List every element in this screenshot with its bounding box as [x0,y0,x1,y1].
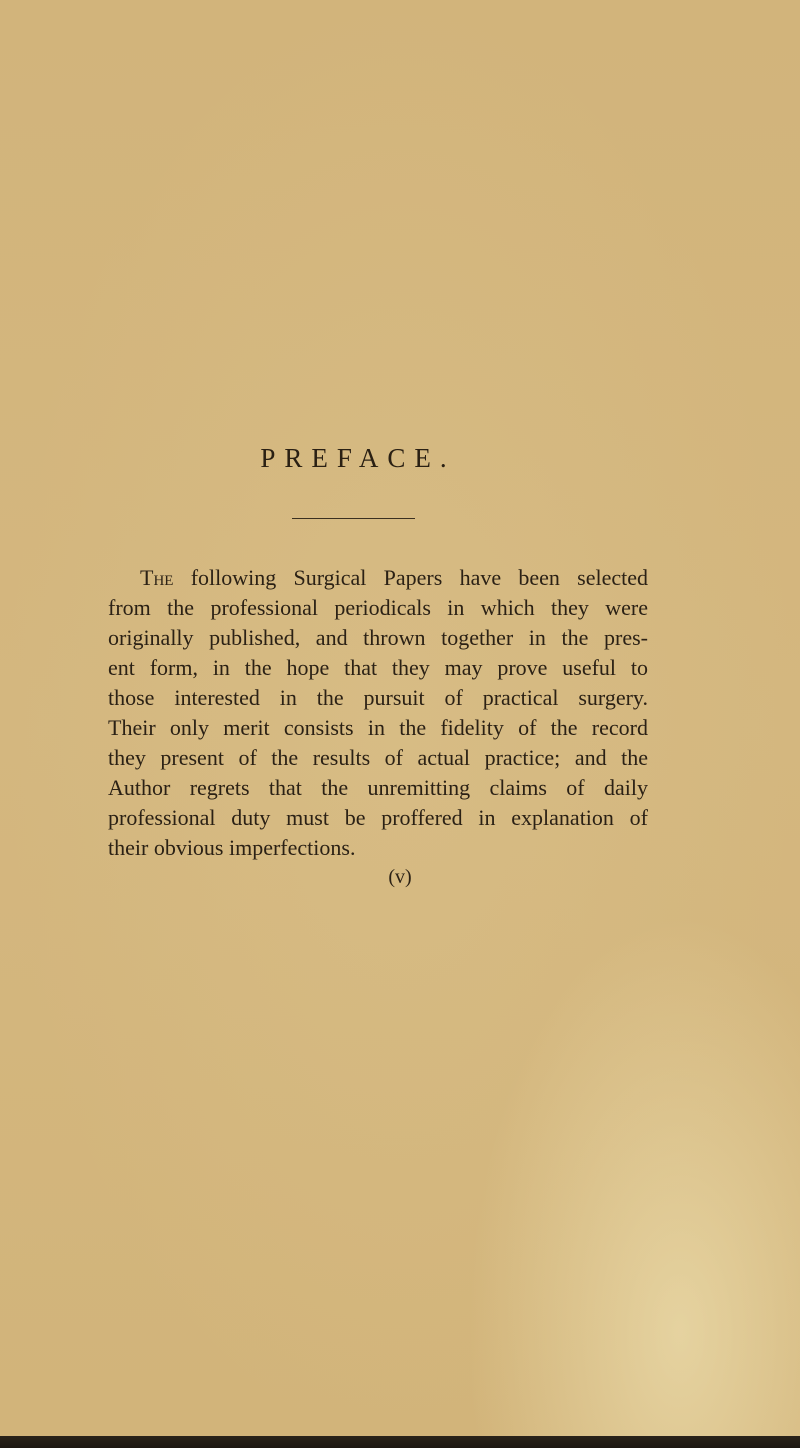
page-title: PREFACE. [260,443,456,473]
page-number: (v) [388,866,412,888]
paragraph-line-7: they present of the results of actual practice; and the [108,745,648,770]
paragraph-line-9: professional duty must be proffered in explanation of [108,805,648,830]
paragraph-line-1 [108,563,648,593]
paragraph-line-8: Author regrets that the unremitting claims of daily [108,775,648,800]
paragraph-line-2: from the professional periodicals in which they were [108,595,648,620]
preface-paragraph [108,563,648,863]
page-bottom-edge [0,1436,800,1448]
lead-word: The [140,565,174,590]
paragraph-line-6: Their only merit consists in the fidelity of the record [108,715,648,740]
paragraph-line-5: those interested in the pursuit of practical surgery. [108,685,648,710]
title-rule [292,518,415,519]
paragraph-line-10: their obvious imperfections. [108,835,356,860]
paragraph-line-3: originally published, and thrown together in the pres- [108,625,648,650]
paragraph-line-1-text: following Surgical Papers have been selected [173,565,648,590]
paragraph-line-4: ent form, in the hope that they may prove useful to [108,655,648,680]
